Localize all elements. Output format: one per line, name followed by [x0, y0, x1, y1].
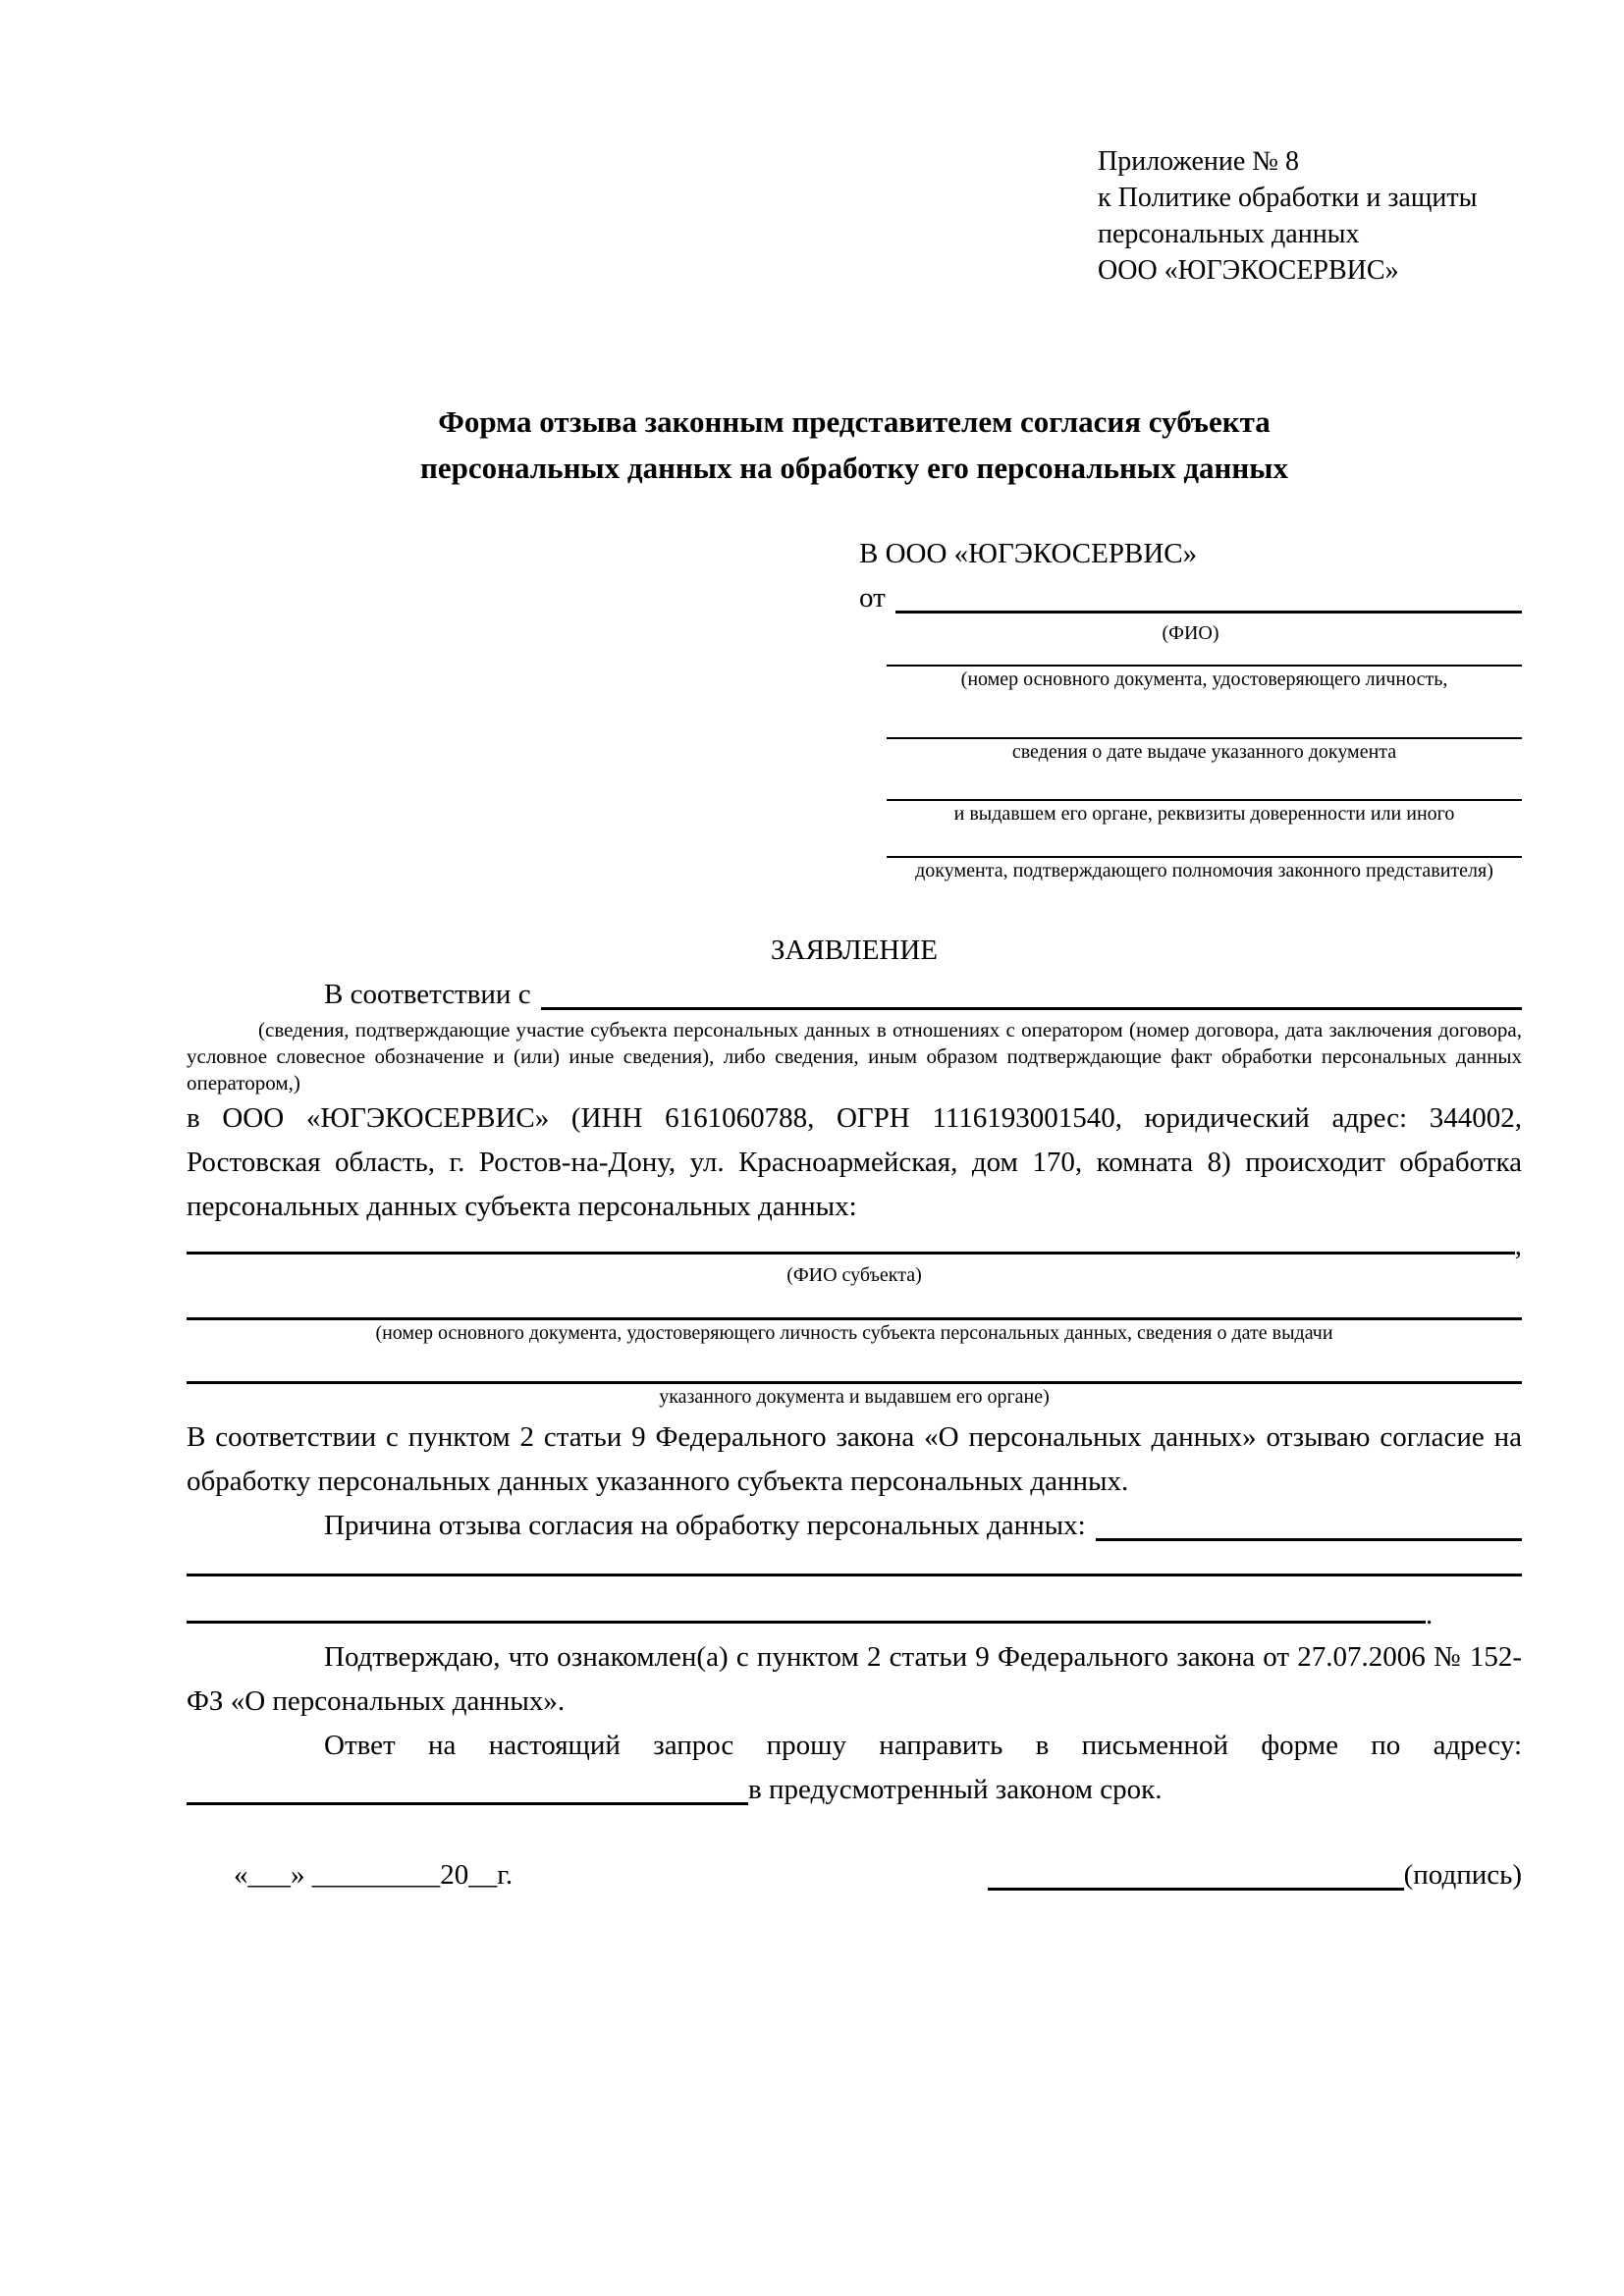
subject-fio-caption: (ФИО субъекта): [786, 1264, 922, 1286]
subject-doc-caption: (номер основного документа, удостоверяющего личность субъекта персональных данных, сведения о дате выдачи: [375, 1322, 1333, 1344]
basis-footnote: (сведения, подтверждающие участие субъекта персональных данных в отношениях с оператором (номер договора, дата заключения договора, условное словесное обозначение и (или) иные сведения), либо сведения, иным образом подтверждающие факт обработки персональных данных оператором,): [187, 1018, 1522, 1095]
from-label: от: [859, 582, 886, 614]
appendix-note: [1098, 143, 1522, 289]
reason-blank-line-2: [187, 1600, 1522, 1629]
doc-caption: документа, подтверждающего полномочия законного представителя): [915, 860, 1493, 881]
doc-caption: и выдавшем его органе, реквизиты доверенности или иного: [953, 803, 1455, 825]
doc-caption: сведения о дате выдаче указанного документа: [1011, 741, 1397, 763]
reason-field-line-2: [187, 1600, 1426, 1624]
appendix-line: Приложение № 8: [1098, 146, 1299, 177]
document-title: [187, 399, 1522, 491]
reply-address-field-line: [187, 1768, 748, 1805]
basis-field-line: [541, 973, 1522, 1010]
document-content: [187, 0, 1522, 1897]
sentence-period: .: [1426, 1599, 1434, 1630]
date-line: «___» _________20__г.: [234, 1859, 514, 1891]
reply-address-line: [187, 1768, 1522, 1812]
subject-fio-field-line: [187, 1229, 1515, 1255]
signature-block: [187, 1853, 1522, 1897]
subject-doc-caption: указанного документа и выдавшем его органе): [659, 1386, 1050, 1408]
operator-paragraph: в ООО «ЮГЭКОСЕРВИС» (ИНН 6161060788, ОГРН 1116193001540, юридический адрес: 344002, Ростовская область, г. Ростов-на-Дону, ул. Красноармейская, дом 170, комната 8) происходит обработка персональных данных субъекта персональных данных:: [187, 1102, 1522, 1222]
subject-fio-comma: ,: [1514, 1230, 1522, 1261]
reason-field-line: [1096, 1504, 1522, 1541]
signature-caption: (подпись): [1403, 1859, 1522, 1891]
statement-heading: ЗАЯВЛЕНИЕ: [770, 934, 939, 966]
fio-caption: (ФИО): [1162, 622, 1219, 644]
reason-blank-line: [187, 1574, 1522, 1576]
subject-fio-line: [187, 1229, 1522, 1262]
reply-paragraph: Ответ на настоящий запрос прошу направить в письменной форме по адресу:: [324, 1730, 1522, 1761]
reply-suffix: в предусмотренный законом срок.: [748, 1774, 1163, 1805]
basis-label: В соответствии с: [324, 979, 531, 1010]
addressee-from-line: [859, 576, 1522, 620]
representative-fio-field-line: [895, 576, 1522, 614]
doc-caption: (номер основного документа, удостоверяющего личность,: [960, 668, 1448, 690]
basis-line: [187, 973, 1522, 1017]
addressee-to-line: В ООО «ЮГЭКОСЕРВИС»: [859, 538, 1198, 569]
confirm-paragraph: Подтверждаю, что ознакомлен(а) с пунктом 2 статьи 9 Федерального закона от 27.07.2006 № 152-ФЗ «О персональных данных».: [187, 1641, 1522, 1717]
footer-spacer: [513, 1853, 987, 1897]
appendix-line: персональных данных: [1098, 219, 1360, 249]
title-line: Форма отзыва законным представителем согласия субъекта: [438, 404, 1271, 439]
reason-line: [187, 1504, 1522, 1548]
appendix-line: ООО «ЮГЭКОСЕРВИС»: [1098, 255, 1399, 286]
addressee-block: [859, 532, 1522, 883]
signature-field-line: [988, 1853, 1404, 1891]
representative-doc-field-group: [887, 665, 1522, 883]
withdrawal-paragraph: В соответствии с пунктом 2 статьи 9 Федерального закона «О персональных данных» отзываю согласие на обработку персональных данных указанного субъекта персональных данных.: [187, 1421, 1522, 1497]
appendix-line: к Политике обработки и защиты: [1098, 183, 1478, 213]
title-line: персональных данных на обработку его персональных данных: [420, 451, 1288, 485]
reason-label: Причина отзыва согласия на обработку персональных данных:: [324, 1510, 1086, 1541]
